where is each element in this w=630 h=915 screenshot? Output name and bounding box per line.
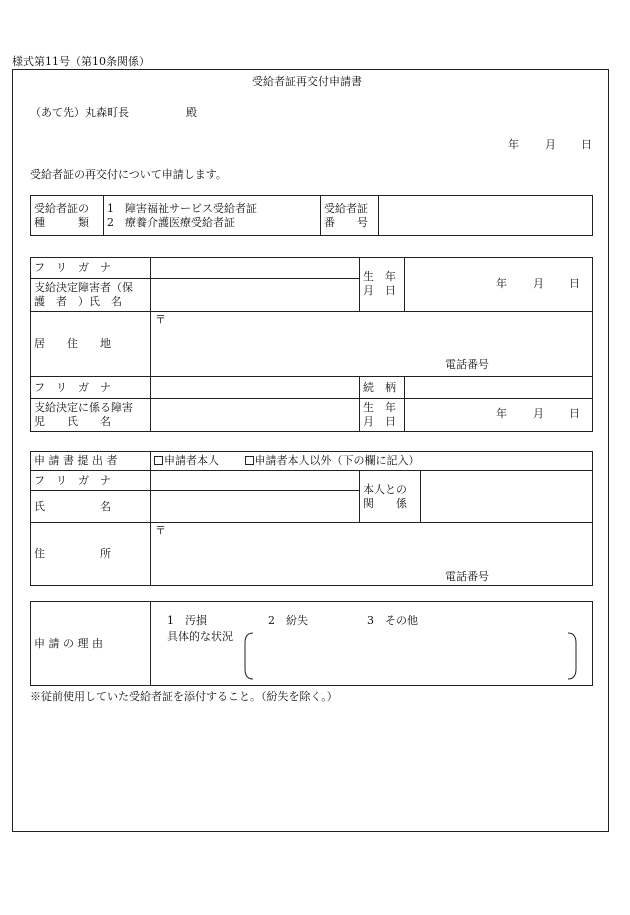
cert-number-label: 受給者証 番 号	[321, 196, 379, 236]
guardian-address-label: 居 住 地	[31, 311, 151, 376]
applicant-table	[30, 257, 593, 432]
child-birth-field[interactable]: 年 月 日	[405, 399, 593, 432]
dono: 殿	[186, 106, 197, 119]
reason-table	[30, 601, 593, 686]
date-month: 月	[545, 138, 556, 151]
submitter-furigana-label: フ リ ガ ナ	[31, 471, 151, 491]
right-bracket	[568, 633, 576, 679]
guardian-furigana-label: フ リ ガ ナ	[31, 258, 151, 279]
relation-label: 続 柄	[360, 377, 405, 399]
submitter-name-label: 氏 名	[31, 491, 151, 523]
reason-detail-label: 具体的な状況	[167, 630, 233, 643]
guardian-birth-label: 生 年 月 日	[360, 258, 405, 312]
footnote: ※従前使用していた受給者証を添付すること。（紛失を除く。）	[30, 690, 338, 703]
reason-option-2[interactable]: 2 紛失	[268, 614, 308, 627]
checkbox-other[interactable]	[245, 456, 254, 465]
submitter-postal-mark: 〒	[155, 524, 166, 537]
reason-label: 申 請 の 理 由	[31, 602, 151, 686]
certificate-table	[30, 195, 593, 236]
relation-field[interactable]	[405, 377, 593, 399]
cert-type-label: 受給者証の 種 類	[31, 196, 104, 236]
reason-field[interactable]	[151, 602, 593, 686]
left-bracket	[245, 633, 253, 679]
child-name-field[interactable]	[151, 399, 360, 432]
addressee: （あて先）丸森町長	[30, 106, 129, 119]
reason-detail-brackets[interactable]	[243, 631, 583, 683]
checkbox-self[interactable]	[154, 456, 163, 465]
reason-option-3[interactable]: 3 その他	[367, 614, 418, 627]
child-name-label: 支給決定に係る障害 児 氏 名	[31, 399, 151, 432]
submitter-phone-label: 電話番号	[445, 570, 489, 583]
submitter-relation-label: 本人との 関 係	[360, 471, 421, 523]
submitter-address-field[interactable]	[151, 523, 593, 586]
guardian-address-field[interactable]	[151, 311, 593, 376]
guardian-furigana-field[interactable]	[151, 258, 360, 279]
submitter-self-option[interactable]: 申請者本人	[154, 454, 219, 467]
submitter-relation-field[interactable]	[421, 471, 593, 523]
guardian-birth-field[interactable]: 年 月 日	[405, 258, 593, 312]
submitter-address-label: 住 所	[31, 523, 151, 586]
date-day: 日	[581, 138, 592, 151]
cert-number-field[interactable]	[379, 196, 593, 236]
child-birth-label: 生 年 月 日	[360, 399, 405, 432]
child-furigana-label: フ リ ガ ナ	[31, 377, 151, 399]
date-year: 年	[508, 138, 519, 151]
phone-label: 電話番号	[445, 357, 489, 371]
submitter-name-field[interactable]	[151, 491, 360, 523]
reason-option-1[interactable]: 1 汚損	[167, 614, 207, 627]
intro-text: 受給者証の再交付について申請します。	[30, 168, 227, 181]
postal-mark: 〒	[155, 312, 166, 326]
submitter-furigana-field[interactable]	[151, 471, 360, 491]
cert-type-options[interactable]: 1 障害福祉サービス受給者証 2 療養介護医療受給者証	[104, 196, 321, 236]
guardian-name-field[interactable]	[151, 279, 360, 312]
submitter-table	[30, 451, 593, 586]
submitter-label: 申 請 書 提 出 者	[31, 452, 151, 471]
submitter-other-option[interactable]: 申請者本人以外（下の欄に記入）	[245, 454, 420, 467]
child-furigana-field[interactable]	[151, 377, 360, 399]
form-number: 様式第11号（第10条関係）	[12, 55, 150, 68]
guardian-name-label: 支給決定障害者（保 護 者 ）氏 名	[31, 279, 151, 312]
submitter-options	[151, 452, 593, 471]
form-title: 受給者証再交付申請書	[252, 75, 362, 88]
